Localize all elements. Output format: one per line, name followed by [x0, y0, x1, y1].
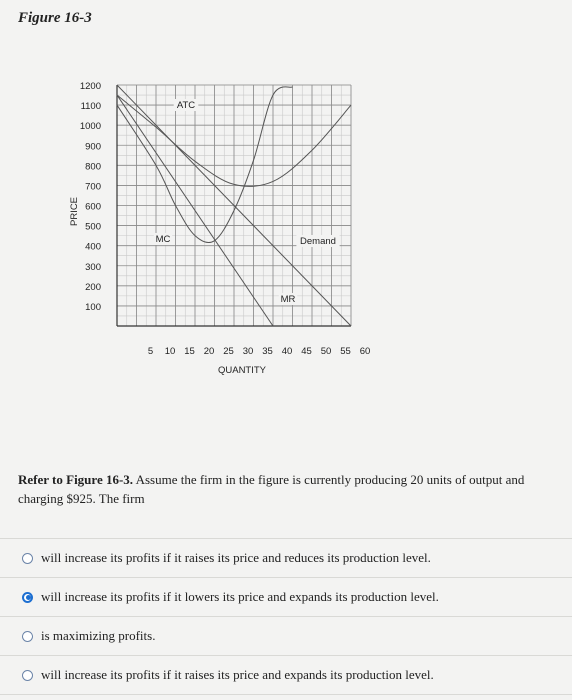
option-2[interactable]: [0, 578, 572, 617]
question-reference: Refer to Figure 16-3.: [18, 472, 134, 487]
y-tick-label: 500: [85, 221, 101, 233]
y-tick-label: 800: [85, 161, 101, 173]
y-axis-label: PRICE: [69, 196, 80, 227]
x-axis-label: QUANTITY: [217, 365, 267, 376]
y-tick-label: 400: [85, 241, 101, 253]
x-tick-label: 30: [242, 346, 254, 357]
x-tick-label: 50: [320, 346, 332, 357]
option-4[interactable]: [0, 656, 572, 695]
x-tick-label: 20: [203, 346, 215, 357]
option-1[interactable]: [0, 539, 572, 578]
answer-options: [0, 538, 572, 695]
y-tick-label: 1100: [80, 101, 101, 113]
x-tick-label: 45: [301, 346, 312, 357]
option-2-label: will increase its profits if it lowers its price and expands its production level.: [41, 589, 439, 604]
y-tick-label: 100: [85, 301, 101, 313]
x-tick-label: 25: [223, 346, 234, 357]
option-3-label: is maximizing profits.: [41, 628, 156, 643]
question-text: [18, 470, 563, 508]
x-tick-label: 35: [262, 346, 273, 357]
x-tick-label: 60: [359, 346, 371, 357]
x-tick-label: 5: [147, 346, 154, 357]
x-tick-label: 55: [340, 346, 351, 357]
y-tick-label: 300: [85, 261, 101, 273]
curve-label-demand: Demand: [300, 236, 336, 247]
radio-option-3[interactable]: [22, 631, 33, 642]
figure-title: Figure 16-3: [18, 10, 92, 26]
curve-label-mr: MR: [280, 294, 296, 305]
y-tick-label: 1200: [79, 81, 101, 92]
y-tick-label: 200: [85, 281, 101, 293]
x-tick-label: 40: [281, 346, 293, 357]
radio-option-2[interactable]: [22, 592, 33, 603]
curve-label-atc: ATC: [176, 100, 196, 111]
y-tick-label: 700: [85, 181, 101, 193]
x-tick-label: 15: [184, 346, 195, 357]
x-tick-label: 10: [164, 346, 176, 357]
option-1-label: will increase its profits if it raises its price and reduces its production level.: [41, 550, 431, 565]
question-body: Assume the firm in the figure is currently producing 20 units of output and charging $925. The firm: [18, 472, 525, 506]
radio-option-1[interactable]: [22, 553, 33, 564]
option-4-label: will increase its profits if it raises its price and expands its production level.: [41, 667, 434, 682]
curve-label-mc: MC: [155, 234, 171, 245]
radio-option-4[interactable]: [22, 670, 33, 681]
y-tick-label: 1000: [79, 121, 101, 133]
option-3[interactable]: [0, 617, 572, 656]
y-tick-label: 600: [85, 201, 101, 213]
y-tick-label: 900: [85, 141, 101, 153]
